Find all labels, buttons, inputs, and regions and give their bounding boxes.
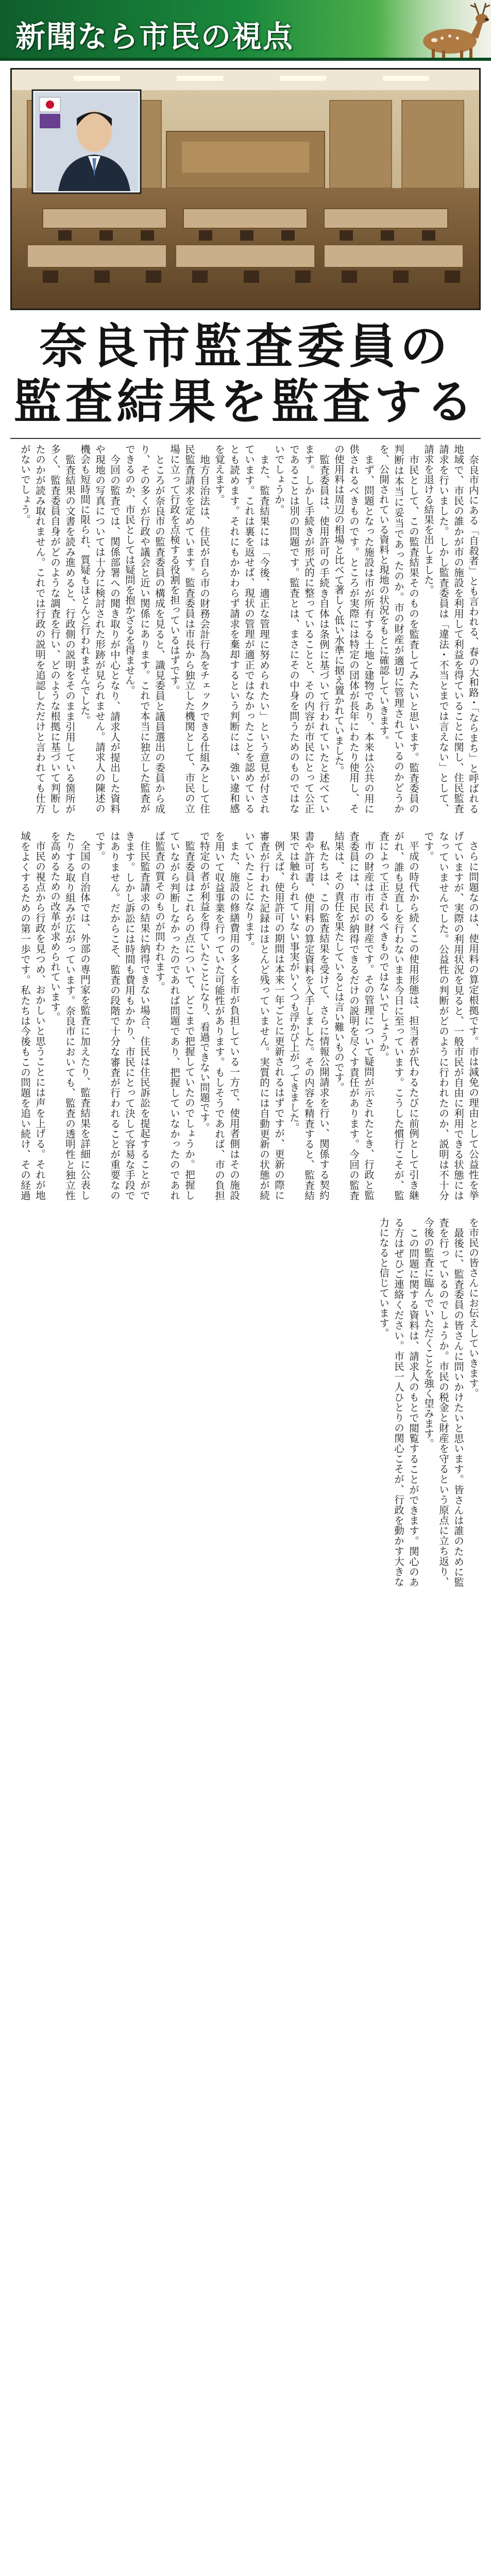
portrait-inset <box>32 90 141 193</box>
paragraph: 市民として、この監査結果そのものを監査してみたいと思います。監査委員の判断は本当に妥当であったのか。市の財産が適切に管理されているのかどうかを、公開されている資料と現地の状況をもとに確認していきます。 <box>378 444 419 814</box>
paragraph: また、施設の修繕費用の多くを市が負担している一方で、使用者側はその施設を用いて収益事業を行っていた可能性があります。もしそうであれば、市の負担で特定の者が利益を得ていたことになり、看過できない問題です。 <box>198 831 240 1200</box>
article-body <box>10 444 481 2576</box>
paragraph: 今回の監査では、関係部署への聞き取りが中心となり、請求人が提出した資料や現地の写真については十分に検討された形跡が見られません。請求人の陳述の機会も短時間に限られ、質疑もほとんど行われませんでした。 <box>79 444 121 814</box>
headline-line-1: 奈良市監査委員の <box>39 318 452 374</box>
paragraph: この問題に関する資料は、請求人のもとで閲覧することができます。関心のある方はぜひご連絡ください。市民一人ひとりの関心こそが、行政を動かす大きな力になると信じています。 <box>378 1217 419 1587</box>
paragraph: 全国の自治体では、外部の専門家を監査に加えたり、監査結果を詳細に公表したりする取り組みが広がっています。奈良市においても、監査の透明性と独立性を高めるための改革が求められています。 <box>49 831 91 1200</box>
council-chamber-photo <box>10 68 481 310</box>
headline <box>0 318 491 432</box>
paragraph: 住民監査請求の結果に納得できない場合、住民は住民訴訟を提起することができます。しかし訴訟には時間も費用もかかり、市民にとって決して容易な手段ではありません。だからこそ、監査の段階で十分な審査が行われることが重要なのです。 <box>94 831 150 1200</box>
paragraph: まず、問題となった施設は市が所有する土地と建物であり、本来は公共の用に供されるべきものです。ところが実際には特定の団体が長年にわたり使用し、その使用料は周辺の相場と比べて著しく低い水準に据え置かれていました。 <box>333 444 375 814</box>
section-divider <box>10 438 481 439</box>
header-banner <box>0 0 491 61</box>
paragraph: 平成の時代から続くこの使用形態は、担当者が代わるたびに前例として引き継がれ、誰も見直しを行わないまま今日に至っています。こうした慣行こそが、監査によって正されるべきものではないでしょうか。 <box>378 831 419 1200</box>
paragraph: 市の財産は市民の財産です。その管理について疑問が示されたとき、行政と監査委員には、市民が納得できるだけの説明を尽くす責任があります。今回の監査結果は、その責任を果たしているとは言い難いものです。 <box>333 831 375 1200</box>
deer-icon <box>373 0 491 61</box>
headline-line-2: 監査結果を監査する <box>13 374 478 430</box>
paragraph: 市民の視点から行政を見つめ、おかしいと思うことには声を上げる。それが地域をよくするための第一歩です。私たちは今後もこの問題を追い続け、その経過を市民の皆さんにお伝えしていきます。 <box>19 831 479 1399</box>
paragraph: 例えば、使用許可の期間は本来一年ごとに更新されるはずですが、更新の際に審査が行われた記録はほとんど残っていません。実質的には自動更新の状態が続いていたことになります。 <box>243 831 285 1200</box>
paragraph: ところが奈良市の監査委員の構成を見ると、識見委員と議員選出の委員から成り、その多くが行政や議会と近い関係にあります。これで本当に独立した監査ができるのか、市民としては疑問を抱かざるを得ません。 <box>124 444 165 814</box>
banner-underline <box>0 58 491 61</box>
paragraph: また、監査結果には「今後、適正な管理に努められたい」という意見が付されています。これは裏を返せば、現状の管理が適正ではなかったことを認めているとも読めます。それにもかかわらず請求を棄却するという判断には、強い違和感を覚えます。 <box>213 444 270 814</box>
paragraph: 地方自治法は、住民が自ら市の財務会計行為をチェックできる仕組みとして住民監査請求を定めています。監査委員は市長から独立した機関として、市民の立場に立って行政を点検する役割を担っているはずです。 <box>168 444 210 814</box>
banner-title: 新聞なら市民の視点 <box>15 19 294 54</box>
paragraph: 監査委員はこれらの点について、どこまで把握していたのでしょうか。把握していながら判断しなかったのであれば問題であり、把握していなかったのであれば監査の質そのものが問われます。 <box>154 831 195 1200</box>
paragraph: 監査委員は、使用許可の手続き自体は条例に基づいて行われていたと述べています。しかし手続きが形式的に整っていることと、その内容が市民にとって公正であることは別の問題です。監査とは、まさにその中身を問うためのものではないでしょうか。 <box>273 444 330 814</box>
chamber-illustration <box>12 70 479 309</box>
paragraph: さらに問題なのは、使用料の算定根拠です。市は減免の理由として公益性を挙げていますが、実際の利用状況を見ると、一般市民が自由に利用できる状態にはなっていませんでした。公益性の判断がどのように行われたのか、説明は不十分です。 <box>422 831 479 1200</box>
paragraph: 監査結果の文書を読み進めると、行政側の説明をそのまま引用している箇所が多く、監査委員自身がどのような調査を行い、どのような根拠に基づいて判断したのかが読み取れません。これでは行政の説明を追認しただけと言われても仕方がないでしょう。 <box>19 444 76 814</box>
paragraph: 最後に、監査委員の皆さんに問いかけたいと思います。皆さんは誰のために監査を行っているのでしょうか。市民の税金と財産を守るという原点に立ち返り、今後の監査に臨んでいただくことを強く望みます。 <box>422 1217 464 1587</box>
paragraph: 奈良市内にある「自殺者」とも言われる、春の大和路・「ならまち」と呼ばれる地域で、市民の誰かが市の施設を利用して利益を得ていることに関し、住民監査請求を行いました。しかし監査委員は「違法・不当とまでは言えない」として、請求を退ける結果を出しました。 <box>422 444 479 814</box>
paragraph: 私たちは、この監査結果を受けて、さらに情報公開請求を行い、関係する契約書や許可書、使用料の算定資料を入手しました。その内容を精査すると、監査結果では触れられていない事実がいくつも浮かび上がってきました。 <box>288 831 330 1200</box>
